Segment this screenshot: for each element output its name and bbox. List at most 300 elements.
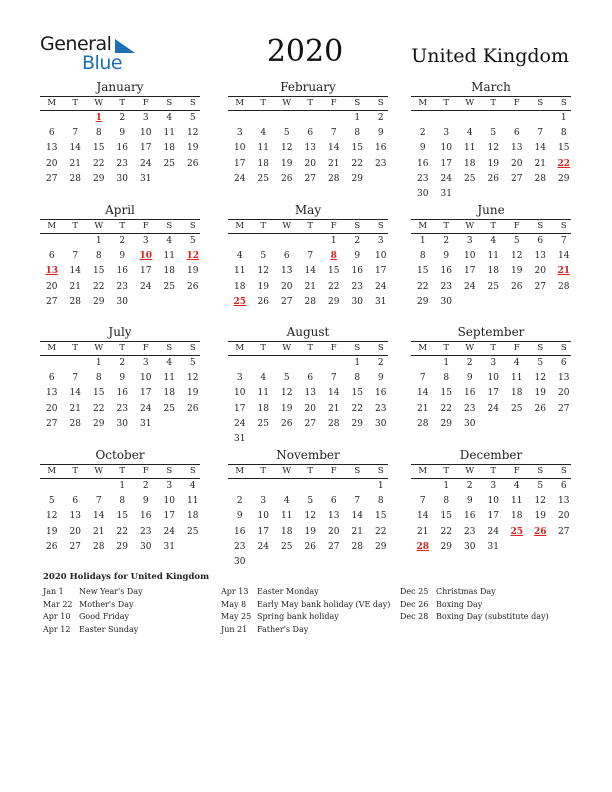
- month-october: [40, 448, 200, 555]
- day-cell: 5: [513, 236, 520, 246]
- holiday-row: [43, 599, 143, 612]
- weekday-label: T: [490, 221, 497, 231]
- day-cell: 22: [116, 526, 128, 537]
- weekday-label: F: [513, 466, 520, 476]
- holiday-name: Easter Monday: [257, 587, 319, 596]
- logo-text-general: General: [40, 33, 112, 55]
- day-grid: [40, 234, 200, 310]
- day-cell: 30: [464, 541, 476, 552]
- day-cell: 21: [304, 281, 316, 292]
- day-cell: 9: [119, 373, 126, 384]
- weekday-label: T: [307, 98, 314, 108]
- weekday-label: S: [354, 343, 361, 353]
- weekday-header: [40, 96, 200, 111]
- day-cell: 14: [417, 388, 429, 399]
- holiday-name: Early May bank holiday (VE day): [257, 599, 391, 609]
- day-cell: 26: [187, 281, 199, 292]
- day-cell: 8: [354, 128, 361, 139]
- day-cell: 14: [534, 143, 546, 154]
- holiday-name: Father's Day: [257, 624, 309, 634]
- day-cell: 24: [375, 281, 387, 292]
- day-cell: 3: [490, 481, 497, 491]
- day-cell: 26: [487, 173, 499, 184]
- day-cell: 27: [46, 296, 58, 307]
- day-cell: 2: [466, 481, 473, 491]
- day-cell: 4: [513, 481, 520, 491]
- day-cell: 4: [166, 236, 173, 246]
- day-cell: 30: [440, 296, 452, 307]
- day-cell: 31: [375, 296, 387, 307]
- day-cell: 13: [304, 143, 316, 154]
- empty-cell: [505, 111, 529, 126]
- weekday-label: S: [189, 221, 196, 231]
- day-cell: 10: [234, 388, 246, 399]
- weekday-label: S: [354, 98, 361, 108]
- day-cell: 22: [93, 281, 105, 292]
- empty-cell: [322, 479, 346, 494]
- day-cell: 20: [558, 388, 570, 399]
- holiday-day-cell: 25: [233, 296, 247, 307]
- weekday-label: W: [465, 98, 475, 108]
- day-cell: 7: [537, 128, 544, 139]
- day-cell: 10: [234, 143, 246, 154]
- day-cell: 6: [283, 251, 290, 262]
- day-cell: 19: [534, 511, 546, 522]
- day-cell: 4: [189, 481, 196, 491]
- weekday-label: T: [260, 466, 267, 476]
- holiday-day-cell: 12: [186, 251, 200, 262]
- holiday-day-cell: 28: [416, 541, 430, 552]
- day-cell: 1: [560, 113, 567, 123]
- day-cell: 26: [281, 418, 293, 429]
- day-cell: 31: [140, 173, 152, 184]
- month-title: July: [108, 325, 132, 339]
- empty-cell: [252, 234, 276, 249]
- day-grid: [228, 234, 388, 310]
- day-cell: 7: [419, 373, 426, 384]
- holiday-date: Jun 21: [221, 624, 248, 634]
- day-cell: 18: [234, 281, 246, 292]
- day-cell: 24: [464, 281, 476, 292]
- empty-cell: [299, 356, 323, 371]
- day-cell: 24: [140, 281, 152, 292]
- day-cell: 9: [377, 128, 384, 139]
- day-cell: 13: [558, 496, 570, 507]
- day-cell: 27: [46, 418, 58, 429]
- day-cell: 10: [375, 251, 387, 262]
- day-cell: 2: [354, 236, 361, 246]
- month-title: December: [459, 448, 523, 462]
- day-cell: 5: [283, 373, 290, 384]
- day-cell: 24: [234, 173, 246, 184]
- day-cell: 6: [307, 373, 314, 384]
- empty-cell: [275, 234, 299, 249]
- day-cell: 17: [375, 266, 387, 277]
- day-cell: 6: [48, 373, 55, 384]
- day-cell: 6: [48, 128, 55, 139]
- day-cell: 28: [304, 296, 316, 307]
- day-cell: 15: [375, 511, 387, 522]
- day-cell: 22: [351, 158, 363, 169]
- day-cell: 10: [440, 143, 452, 154]
- weekday-label: M: [235, 98, 245, 108]
- weekday-label: S: [189, 466, 196, 476]
- day-cell: 5: [189, 358, 196, 368]
- holiday-day-cell: 25: [510, 526, 524, 537]
- day-cell: 3: [166, 481, 173, 491]
- day-cell: 4: [513, 358, 520, 368]
- day-cell: 28: [328, 418, 340, 429]
- empty-cell: [275, 111, 299, 126]
- day-cell: 17: [234, 158, 246, 169]
- weekday-label: T: [443, 343, 450, 353]
- day-cell: 23: [116, 158, 128, 169]
- weekday-label: M: [418, 466, 428, 476]
- holiday-day-cell: 26: [533, 526, 547, 537]
- month-december: [411, 448, 571, 555]
- day-cell: 17: [163, 511, 175, 522]
- holiday-name: Boxing Day: [436, 599, 483, 609]
- day-cell: 18: [281, 526, 293, 537]
- day-cell: 29: [351, 418, 363, 429]
- empty-cell: [458, 111, 482, 126]
- day-cell: 21: [328, 403, 340, 414]
- day-cell: 17: [487, 388, 499, 399]
- day-cell: 17: [140, 143, 152, 154]
- day-cell: 26: [281, 173, 293, 184]
- day-cell: 16: [234, 526, 246, 537]
- month-august: [228, 325, 388, 447]
- day-cell: 25: [163, 281, 175, 292]
- month-title: October: [95, 448, 145, 462]
- day-cell: 7: [72, 251, 79, 262]
- empty-cell: [322, 111, 346, 126]
- empty-cell: [228, 234, 252, 249]
- day-cell: 15: [93, 266, 105, 277]
- empty-cell: [346, 479, 370, 494]
- weekday-label: F: [142, 466, 149, 476]
- day-cell: 12: [187, 373, 199, 384]
- day-cell: 15: [440, 388, 452, 399]
- day-cell: 6: [330, 496, 337, 507]
- day-cell: 25: [257, 173, 269, 184]
- day-cell: 18: [464, 158, 476, 169]
- day-cell: 23: [375, 403, 387, 414]
- holiday-row: [221, 586, 390, 599]
- day-cell: 25: [257, 418, 269, 429]
- day-cell: 1: [443, 358, 450, 368]
- day-grid: [411, 479, 571, 555]
- day-cell: 14: [304, 266, 316, 277]
- day-cell: 6: [48, 251, 55, 262]
- day-cell: 14: [558, 251, 570, 262]
- day-cell: 23: [464, 526, 476, 537]
- day-cell: 25: [487, 281, 499, 292]
- month-title: January: [96, 80, 144, 94]
- day-cell: 10: [140, 373, 152, 384]
- weekday-header: [411, 219, 571, 234]
- day-cell: 8: [560, 128, 567, 139]
- day-cell: 6: [560, 481, 567, 491]
- day-cell: 22: [375, 526, 387, 537]
- day-cell: 19: [511, 266, 523, 277]
- holiday-day-cell: 13: [45, 266, 59, 277]
- day-cell: 13: [46, 143, 58, 154]
- day-cell: 31: [163, 541, 175, 552]
- day-cell: 15: [328, 266, 340, 277]
- day-cell: 2: [466, 358, 473, 368]
- weekday-header: [228, 341, 388, 356]
- day-cell: 26: [187, 403, 199, 414]
- empty-cell: [299, 479, 323, 494]
- holiday-date: Mar 22: [43, 599, 73, 609]
- day-cell: 3: [142, 358, 149, 368]
- day-cell: 6: [560, 358, 567, 368]
- day-cell: 30: [375, 418, 387, 429]
- header: [0, 0, 612, 80]
- day-cell: 16: [464, 511, 476, 522]
- weekday-label: S: [537, 98, 544, 108]
- day-cell: 16: [375, 388, 387, 399]
- month-title: June: [477, 203, 505, 217]
- day-cell: 20: [511, 158, 523, 169]
- day-cell: 8: [443, 373, 450, 384]
- day-cell: 30: [140, 541, 152, 552]
- day-cell: 3: [142, 113, 149, 123]
- day-cell: 15: [351, 388, 363, 399]
- day-cell: 2: [119, 236, 126, 246]
- weekday-label: S: [377, 98, 384, 108]
- holiday-name: New Year's Day: [79, 587, 143, 596]
- day-grid: [411, 111, 571, 202]
- holiday-day-cell: 1: [95, 113, 102, 123]
- day-cell: 2: [142, 481, 149, 491]
- weekday-label: F: [330, 98, 337, 108]
- day-cell: 4: [236, 251, 243, 262]
- weekday-label: W: [282, 98, 292, 108]
- country-title: United Kingdom: [411, 45, 569, 67]
- day-cell: 29: [93, 296, 105, 307]
- day-cell: 5: [189, 113, 196, 123]
- holiday-name: Spring bank holiday: [257, 612, 339, 622]
- day-cell: 20: [328, 526, 340, 537]
- month-january: [40, 80, 200, 187]
- month-july: [40, 325, 200, 432]
- day-cell: 5: [537, 358, 544, 368]
- day-cell: 20: [281, 281, 293, 292]
- day-cell: 1: [354, 113, 361, 123]
- weekday-label: S: [377, 221, 384, 231]
- day-cell: 1: [95, 358, 102, 368]
- day-cell: 31: [440, 188, 452, 199]
- weekday-label: F: [513, 98, 520, 108]
- day-cell: 22: [93, 403, 105, 414]
- day-cell: 20: [46, 158, 58, 169]
- day-grid: [228, 479, 388, 570]
- day-cell: 11: [281, 511, 293, 522]
- weekday-label: F: [330, 343, 337, 353]
- day-cell: 2: [443, 236, 450, 246]
- day-cell: 22: [417, 281, 429, 292]
- day-cell: 14: [93, 511, 105, 522]
- day-cell: 1: [95, 236, 102, 246]
- weekday-header: [40, 219, 200, 234]
- weekday-label: T: [72, 98, 79, 108]
- weekday-header: [40, 341, 200, 356]
- day-cell: 21: [351, 526, 363, 537]
- day-cell: 26: [304, 541, 316, 552]
- day-cell: 6: [72, 496, 79, 507]
- day-cell: 21: [417, 526, 429, 537]
- weekday-label: T: [443, 221, 450, 231]
- day-cell: 13: [69, 511, 81, 522]
- day-cell: 28: [351, 541, 363, 552]
- day-cell: 27: [328, 541, 340, 552]
- weekday-header: [411, 341, 571, 356]
- day-grid: [411, 234, 571, 310]
- day-cell: 27: [558, 526, 570, 537]
- day-cell: 9: [466, 496, 473, 507]
- day-cell: 21: [69, 403, 81, 414]
- day-cell: 4: [283, 496, 290, 507]
- day-cell: 24: [257, 541, 269, 552]
- holiday-date: Dec 26: [400, 599, 429, 609]
- month-title: April: [105, 203, 135, 217]
- empty-cell: [482, 111, 506, 126]
- year-title: 2020: [266, 34, 344, 69]
- day-cell: 28: [93, 541, 105, 552]
- holiday-name: Easter Sunday: [79, 624, 139, 634]
- weekday-label: M: [235, 466, 245, 476]
- day-cell: 11: [257, 388, 269, 399]
- day-cell: 8: [377, 496, 384, 507]
- day-cell: 16: [351, 266, 363, 277]
- month-title: February: [280, 80, 336, 94]
- weekday-label: W: [94, 221, 104, 231]
- day-cell: 25: [187, 526, 199, 537]
- day-cell: 25: [281, 541, 293, 552]
- day-cell: 14: [69, 388, 81, 399]
- day-cell: 5: [283, 128, 290, 139]
- day-cell: 30: [116, 173, 128, 184]
- day-cell: 13: [558, 373, 570, 384]
- day-cell: 30: [464, 418, 476, 429]
- day-cell: 10: [140, 128, 152, 139]
- day-cell: 19: [487, 158, 499, 169]
- weekday-label: S: [166, 466, 173, 476]
- day-cell: 20: [558, 511, 570, 522]
- weekday-label: T: [119, 98, 126, 108]
- day-cell: 3: [236, 128, 243, 139]
- day-cell: 18: [511, 388, 523, 399]
- holiday-column: [221, 586, 390, 636]
- day-cell: 3: [377, 236, 384, 246]
- day-cell: 9: [419, 143, 426, 154]
- empty-cell: [40, 111, 64, 126]
- day-cell: 24: [487, 526, 499, 537]
- holiday-column: [43, 586, 143, 636]
- day-cell: 19: [187, 388, 199, 399]
- day-cell: 30: [116, 418, 128, 429]
- day-cell: 11: [487, 251, 499, 262]
- day-cell: 17: [140, 266, 152, 277]
- day-cell: 12: [304, 511, 316, 522]
- day-cell: 7: [95, 496, 102, 507]
- day-cell: 22: [440, 526, 452, 537]
- weekday-label: T: [72, 343, 79, 353]
- weekday-label: S: [189, 343, 196, 353]
- day-cell: 29: [93, 173, 105, 184]
- day-cell: 5: [48, 496, 55, 507]
- weekday-header: [411, 96, 571, 111]
- holiday-day-cell: 21: [557, 266, 571, 277]
- day-cell: 4: [466, 128, 473, 139]
- empty-cell: [435, 111, 459, 126]
- day-cell: 18: [257, 158, 269, 169]
- day-cell: 2: [419, 128, 426, 139]
- day-cell: 22: [351, 403, 363, 414]
- holiday-date: Jan 1: [43, 587, 64, 596]
- day-cell: 24: [234, 418, 246, 429]
- empty-cell: [64, 356, 88, 371]
- empty-cell: [64, 111, 88, 126]
- day-cell: 1: [377, 481, 384, 491]
- day-cell: 18: [163, 266, 175, 277]
- day-cell: 19: [534, 388, 546, 399]
- holiday-name: Good Friday: [79, 612, 130, 622]
- logo: [40, 33, 150, 73]
- weekday-label: S: [354, 221, 361, 231]
- month-title: May: [294, 203, 322, 217]
- weekday-label: F: [513, 221, 520, 231]
- day-cell: 31: [140, 418, 152, 429]
- day-cell: 27: [304, 173, 316, 184]
- weekday-header: [228, 219, 388, 234]
- day-grid: [40, 356, 200, 432]
- weekday-label: T: [72, 466, 79, 476]
- weekday-label: S: [166, 98, 173, 108]
- day-cell: 20: [304, 158, 316, 169]
- day-cell: 19: [281, 158, 293, 169]
- weekday-label: T: [490, 98, 497, 108]
- day-cell: 29: [440, 418, 452, 429]
- day-grid: [40, 111, 200, 187]
- day-cell: 20: [46, 403, 58, 414]
- day-cell: 10: [487, 496, 499, 507]
- empty-cell: [228, 479, 252, 494]
- day-cell: 25: [163, 158, 175, 169]
- day-cell: 6: [307, 128, 314, 139]
- day-cell: 4: [260, 373, 267, 384]
- holiday-row: [221, 611, 390, 624]
- day-cell: 14: [351, 511, 363, 522]
- day-cell: 9: [119, 251, 126, 262]
- day-cell: 19: [257, 281, 269, 292]
- day-cell: 16: [375, 143, 387, 154]
- holiday-row: [43, 611, 143, 624]
- holiday-date: Apr 12: [43, 624, 71, 634]
- holiday-row: [400, 586, 549, 599]
- day-cell: 5: [260, 251, 267, 262]
- day-cell: 19: [281, 403, 293, 414]
- day-cell: 13: [511, 143, 523, 154]
- day-cell: 9: [236, 511, 243, 522]
- weekday-label: F: [513, 343, 520, 353]
- day-cell: 14: [328, 143, 340, 154]
- day-cell: 11: [187, 496, 199, 507]
- empty-cell: [322, 356, 346, 371]
- day-cell: 29: [351, 173, 363, 184]
